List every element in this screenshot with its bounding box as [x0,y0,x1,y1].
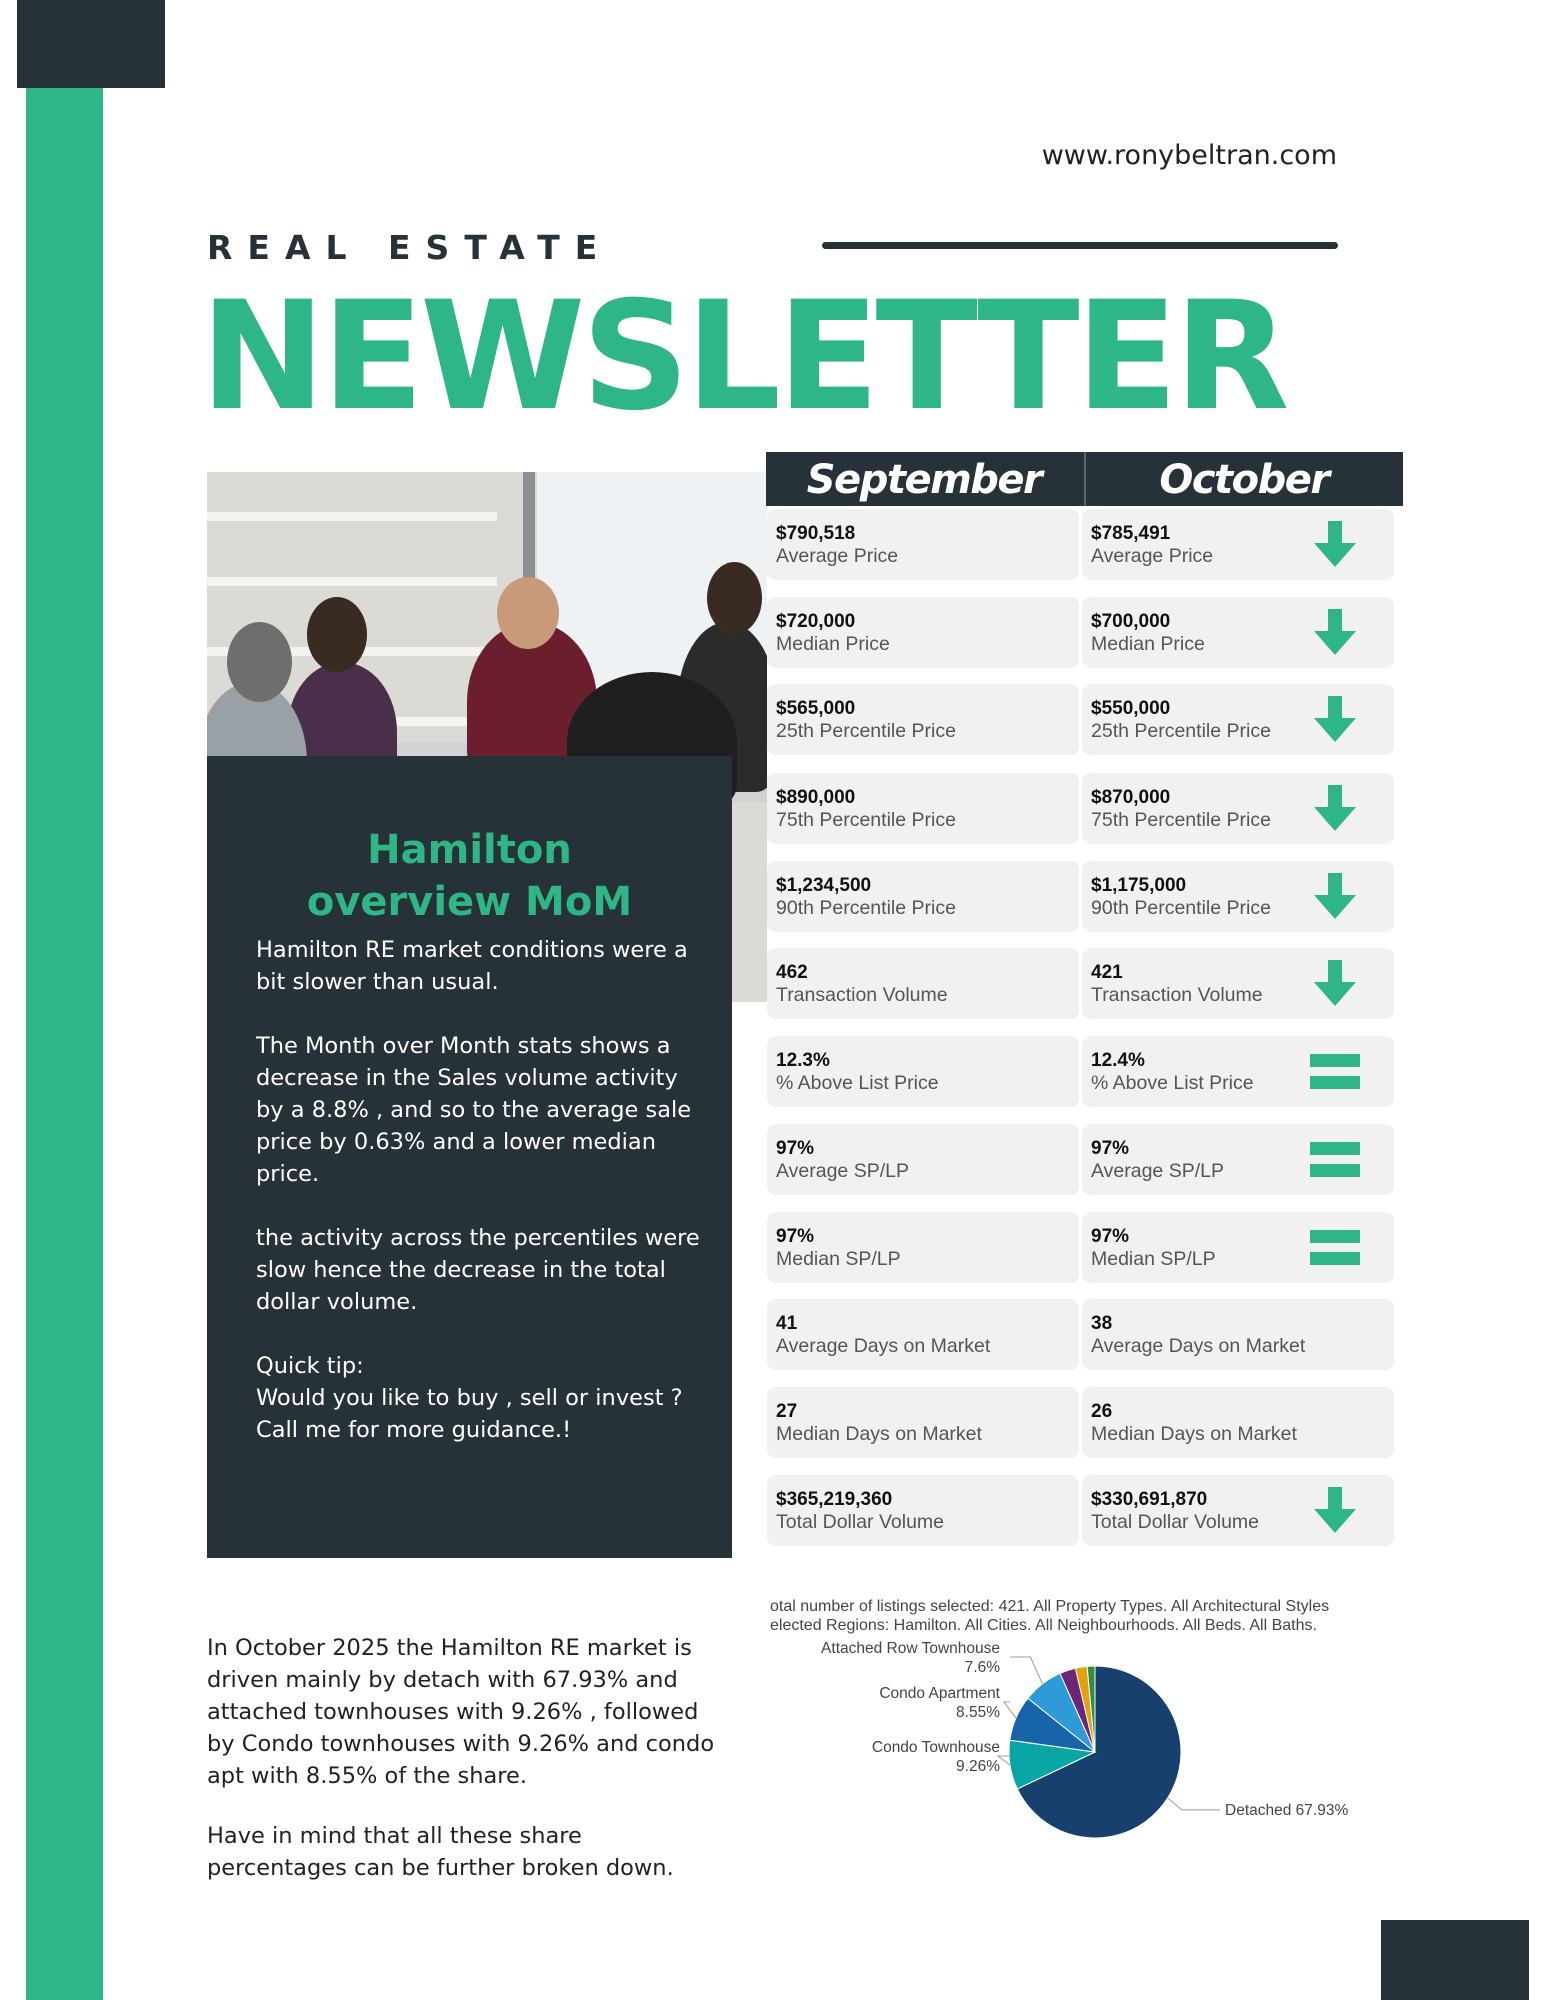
october-stat-cell [1082,684,1394,755]
september-stat-cell [767,1036,1079,1107]
down-arrow-icon [1310,1485,1360,1535]
down-arrow-icon [1310,694,1360,744]
stat-label: % Above List Price [1091,1072,1254,1094]
stat-value: 41 [776,1313,798,1334]
overview-paragraph: the activity across the percentiles were slow hence the decrease in the total dollar volume. [256,1225,700,1315]
pie-label: 9.26% [956,1758,1000,1775]
october-stat-cell [1082,597,1394,668]
stat-value: $790,518 [776,523,856,544]
stat-value: 97% [1091,1226,1130,1247]
stat-label: 75th Percentile Price [1091,809,1271,831]
stat-label: 25th Percentile Price [776,720,956,742]
pie-label: Attached Row Townhouse [821,1640,1000,1657]
stats-table-header [766,452,1403,506]
pie-leader-line [1004,1702,1016,1718]
stat-label: Median Price [776,633,890,655]
september-stat-cell [767,948,1079,1019]
october-stat-cell [1082,948,1394,1019]
stat-label: 25th Percentile Price [1091,720,1271,742]
stat-value: $565,000 [776,698,856,719]
corner-block-top [17,0,165,88]
september-stat-cell [767,684,1079,755]
stat-value: $330,691,870 [1091,1489,1208,1510]
overview-title: Hamilton overview MoM [306,827,633,925]
stat-label: Median SP/LP [1091,1248,1216,1270]
stat-value: 27 [776,1401,798,1422]
stat-label: Average Price [1091,545,1214,567]
accent-side-bar [26,88,103,2000]
summary-paragraph: Have in mind that all these share percentages can be further broken down. [207,1823,674,1881]
summary-paragraph: In October 2025 the Hamilton RE market is driven mainly by detach with 67.93% and attached townhouses with 9.26% , followed by Condo townhouses with 9.26% and condo apt with 8.55% of the share. [207,1635,715,1789]
october-stat-cell [1082,861,1394,932]
stat-value: $870,000 [1091,787,1171,808]
october-stat-cell [1082,1212,1394,1283]
september-stat-cell [767,1387,1079,1458]
stat-value: $550,000 [1091,698,1171,719]
stat-value: $700,000 [1091,611,1171,632]
stat-label: Average SP/LP [1091,1160,1224,1182]
pie-leader-line [1010,1657,1042,1684]
stat-label: 90th Percentile Price [1091,897,1271,919]
stat-value: $1,234,500 [776,875,872,896]
stat-label: Transaction Volume [776,984,948,1006]
stat-label: Total Dollar Volume [776,1511,944,1533]
october-stat-cell [1082,509,1394,580]
stat-value: 12.3% [776,1050,830,1071]
stat-value: 12.4% [1091,1050,1145,1071]
stat-label: Transaction Volume [1091,984,1263,1006]
equal-icon [1310,1134,1360,1184]
september-stat-cell [767,597,1079,668]
chart-caption: otal number of listings selected: 421. All Property Types. All Architectural Styles elected Regions: Hamilton. All Cities. All Neighbourhoods. All Beds. All Baths. [770,1598,1330,1634]
october-stat-cell [1082,1299,1394,1370]
stat-label: Average Days on Market [1091,1335,1306,1357]
stat-value: $1,175,000 [1091,875,1187,896]
overview-panel [207,756,732,1558]
stat-value: 97% [776,1138,815,1159]
down-arrow-icon [1310,958,1360,1008]
stat-label: Median Days on Market [776,1423,982,1445]
overview-body [256,934,706,1446]
october-stat-cell [1082,773,1394,844]
october-stat-cell [1082,1036,1394,1107]
down-arrow-icon [1310,871,1360,921]
stat-label: Total Dollar Volume [1091,1511,1259,1533]
down-arrow-icon [1310,607,1360,657]
stat-value: $785,491 [1091,523,1171,544]
overview-paragraph: Hamilton RE market conditions were a bit slower than usual. [256,937,688,995]
stat-label: % Above List Price [776,1072,939,1094]
property-type-pie-chart [770,1640,1390,1860]
column-header-october: October [1159,457,1329,503]
pie-label: Condo Apartment [879,1685,1000,1702]
stat-label: Median Days on Market [1091,1423,1297,1445]
september-stat-cell [767,861,1079,932]
pie-label: Condo Townhouse [871,1739,1000,1756]
september-stat-cell [767,1124,1079,1195]
september-stat-cell [767,773,1079,844]
stat-value: 38 [1091,1313,1113,1334]
down-arrow-icon [1310,783,1360,833]
stat-value: 421 [1091,962,1123,983]
pie-label: 7.6% [964,1659,1000,1676]
stat-label: Average Price [776,545,899,567]
website-link[interactable]: www.ronybeltran.com [1041,140,1337,171]
stat-value: $720,000 [776,611,856,632]
stat-label: Average SP/LP [776,1160,909,1182]
divider [822,242,1338,249]
stat-value: 97% [776,1226,815,1247]
overview-paragraph: The Month over Month stats shows a decrease in the Sales volume activity by a 8.8% , and so to the average sale price by 0.63% and a lower median price. [256,1033,692,1187]
stat-value: 26 [1091,1401,1113,1422]
tip-label: Quick tip: [256,1353,364,1379]
tip-text: Would you like to buy , sell or invest ? Call me for more guidance.! [256,1385,683,1443]
column-header-september: September [806,457,1042,503]
october-stat-cell [1082,1475,1394,1546]
pie-label: 8.55% [956,1704,1000,1721]
down-arrow-icon [1310,519,1360,569]
stat-label: Average Days on Market [776,1335,991,1357]
page-title: NEWSLETTER [200,270,1286,444]
september-stat-cell [767,1212,1079,1283]
stat-value: 97% [1091,1138,1130,1159]
equal-icon [1310,1046,1360,1096]
equal-icon [1310,1222,1360,1272]
pie-label: Detached 67.93% [1225,1801,1349,1819]
september-stat-cell [767,509,1079,580]
stat-value: $890,000 [776,787,856,808]
october-stat-cell [1082,1387,1394,1458]
stat-label: 90th Percentile Price [776,897,956,919]
stat-value: $365,219,360 [776,1489,893,1510]
september-stat-cell [767,1299,1079,1370]
market-summary [207,1632,727,1912]
october-stat-cell [1082,1124,1394,1195]
pie-leader-line [1168,1798,1220,1810]
corner-block-bottom [1381,1920,1529,2000]
stat-value: 462 [776,962,808,983]
stat-label: 75th Percentile Price [776,809,956,831]
kicker-title: REAL ESTATE [207,228,613,267]
stat-label: Median SP/LP [776,1248,901,1270]
september-stat-cell [767,1475,1079,1546]
stat-label: Median Price [1091,633,1205,655]
